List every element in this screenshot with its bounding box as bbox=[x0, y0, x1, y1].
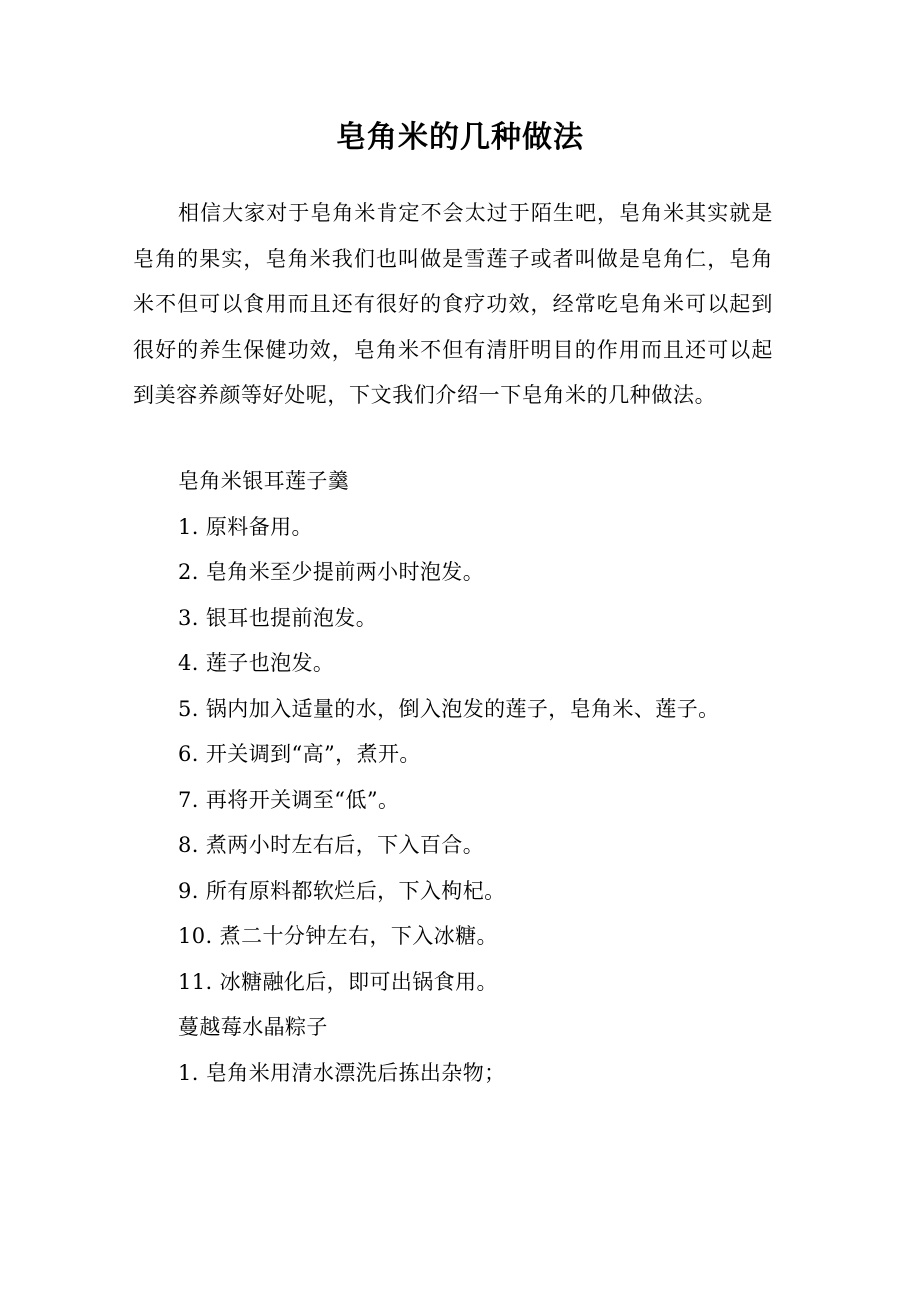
step-line: 9. 所有原料都软烂后，下入枸杞。 bbox=[178, 878, 506, 903]
intro-paragraph: 相信大家对于皂角米肯定不会太过于陌生吧，皂角米其实就是皂角的果实，皂角米我们也叫做是雪莲子或者叫做是皂角仁，皂角米不但可以食用而且还有很好的食疗功效，经常吃皂角米可以起到很好的养生保健功效，皂角米不但有清肝明目的作用而且还可以起到美容养颜等好处呢，下文我们介绍一下皂角米的几种做法。 bbox=[133, 201, 773, 407]
step-line: 4. 莲子也泡发。 bbox=[178, 651, 335, 675]
step-line: 2. 皂角米至少提前两小时泡发。 bbox=[178, 560, 485, 584]
step-line: 7. 再将开关调至“低”。 bbox=[178, 787, 400, 812]
document-title: 皂角米的几种做法 bbox=[336, 120, 584, 155]
recipe-lines bbox=[178, 459, 798, 1096]
step-line: 5. 锅内加入适量的水，倒入泡发的莲子，皂角米、莲子。 bbox=[178, 696, 720, 721]
step-line: 3. 银耳也提前泡发。 bbox=[178, 605, 378, 630]
step-line: 1. 原料备用。 bbox=[178, 514, 313, 539]
section-heading-zongzi: 蔓越莓水晶粽子 bbox=[178, 1015, 328, 1039]
step-line: 6. 开关调到“高”，煮开。 bbox=[178, 742, 421, 766]
step-line: 11. 冰糖融化后，即可出锅食用。 bbox=[178, 969, 498, 994]
step-line: 1. 皂角米用清水漂洗后拣出杂物； bbox=[178, 1060, 506, 1085]
section-heading-yinerlianzi: 皂角米银耳莲子羹 bbox=[178, 469, 350, 493]
step-line: 8. 煮两小时左右后，下入百合。 bbox=[178, 833, 485, 857]
step-line: 10. 煮二十分钟左右，下入冰糖。 bbox=[178, 924, 498, 948]
